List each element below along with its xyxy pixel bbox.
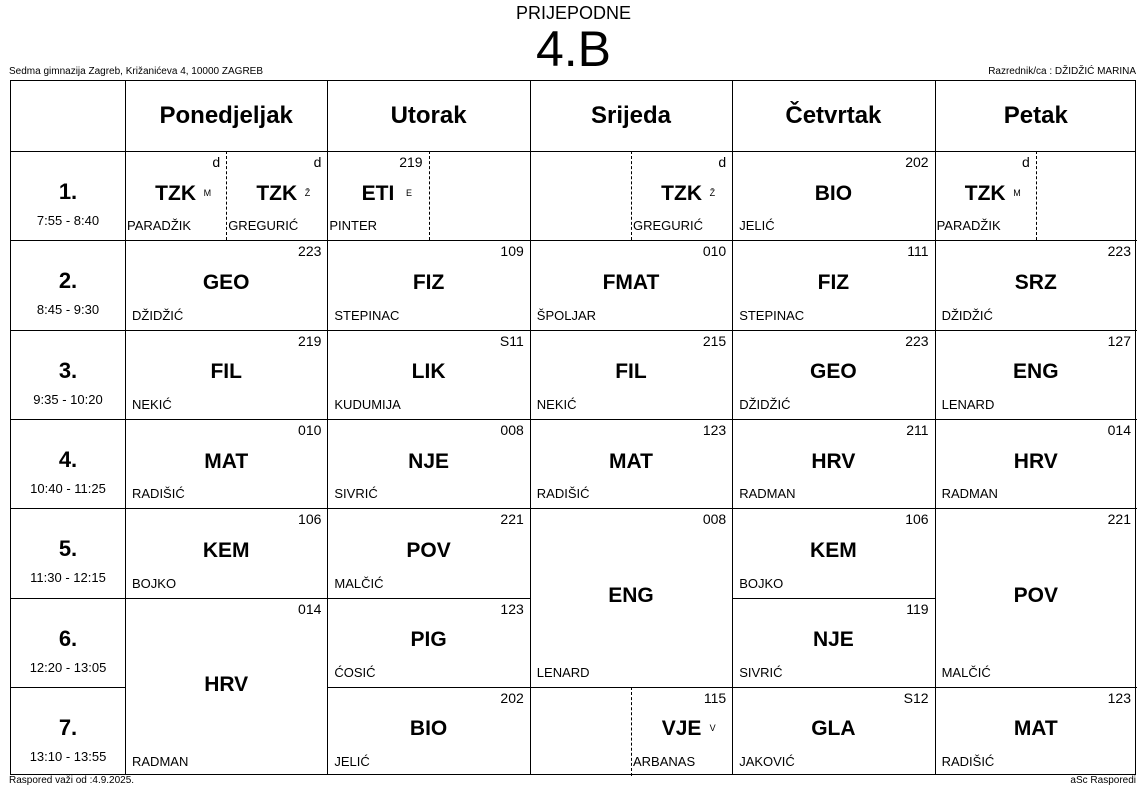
lesson-subject: BIO [814, 181, 853, 205]
grid-hline [11, 151, 1135, 152]
lesson-teacher: BOJKO [132, 575, 177, 591]
grid-hline [125, 508, 327, 509]
homeroom-teacher: Razrednik/ca : DŽIDŽIĆ MARINA [988, 66, 1136, 77]
lesson-group-flag: Ž [304, 187, 311, 198]
lesson-room: 123 [702, 421, 727, 438]
grid-hline [327, 687, 529, 688]
lesson-subject: POV [1013, 583, 1058, 607]
grid-hline [935, 687, 1137, 688]
brand-label: aSc Rasporedi [1070, 775, 1136, 786]
lesson-teacher: STEPINAC [334, 307, 400, 323]
lesson-subject: FIZ [412, 270, 445, 294]
lesson-subject: KEM [202, 538, 250, 562]
lesson-subject: NJE [408, 449, 450, 473]
lesson-subject: MAT [1013, 717, 1058, 741]
lesson-subject: FMAT [602, 270, 660, 294]
lesson-room: S12 [903, 689, 929, 706]
lesson-subject: TZK [155, 181, 196, 205]
lesson-room: S11 [499, 332, 524, 349]
grid-hline [935, 330, 1137, 331]
period-number: 1. [58, 179, 78, 204]
lesson-teacher: PINTER [329, 218, 378, 234]
lesson-room: 202 [905, 154, 929, 170]
grid-hline [530, 330, 732, 331]
lesson-room: 010 [298, 421, 322, 438]
lesson-subject: TZK [964, 181, 1006, 205]
lesson-teacher: DŽIDŽIĆ [132, 307, 184, 323]
lesson-subject: LIK [411, 360, 446, 384]
grid-hline [11, 240, 125, 241]
day-header-0: Ponedjeljak [159, 102, 293, 129]
day-header-2: Srijeda [590, 102, 672, 129]
period-number: 3. [58, 357, 78, 383]
grid-hline [935, 508, 1137, 509]
class-name: 4.B [535, 21, 612, 77]
grid-hline [732, 598, 934, 599]
period-time: 13:10 - 13:55 [29, 748, 107, 764]
lesson-room: 123 [500, 600, 524, 617]
lesson-subject: POV [406, 538, 451, 562]
period-time: 7:55 - 8:40 [36, 213, 100, 228]
split-divider [1036, 151, 1037, 240]
grid-hline [732, 240, 934, 241]
grid-hline [125, 598, 327, 599]
lesson-room: 221 [500, 511, 524, 528]
lesson-teacher: STEPINAC [739, 307, 805, 323]
period-number: 7. [58, 714, 78, 740]
grid-hline [125, 240, 327, 241]
lesson-subject: TZK [256, 181, 298, 205]
period-number: 6. [58, 625, 78, 651]
grid-hline [327, 508, 529, 509]
grid-hline [11, 598, 125, 599]
lesson-subject: SRZ [1014, 270, 1057, 294]
lesson-teacher: RADMAN [132, 754, 189, 770]
lesson-subject: HRV [204, 672, 249, 696]
lesson-teacher: DŽIDŽIĆ [941, 307, 993, 323]
lesson-subject: ENG [608, 583, 654, 607]
lesson-subject: GEO [810, 360, 857, 384]
grid-hline [125, 330, 327, 331]
lesson-room: 219 [298, 332, 322, 349]
lesson-teacher: GREGURIĆ [228, 218, 299, 234]
lesson-teacher: DŽIDŽIĆ [739, 396, 791, 412]
lesson-room: 223 [905, 332, 929, 349]
lesson-subject: FIL [210, 360, 242, 384]
timetable-grid [10, 80, 1136, 775]
lesson-room: 223 [1107, 243, 1131, 260]
grid-hline [125, 419, 327, 420]
lesson-teacher: ĆOSIĆ [334, 664, 376, 680]
lesson-teacher: JAKOVIĆ [739, 754, 795, 770]
day-header-4: Petak [1003, 102, 1068, 129]
grid-hline [530, 508, 732, 509]
lesson-room: 010 [702, 243, 727, 260]
lesson-room: 223 [298, 243, 322, 260]
grid-hline [327, 330, 529, 331]
lesson-teacher: ARBANAS [633, 754, 696, 770]
lesson-teacher: JELIĆ [739, 218, 775, 234]
lesson-room: 219 [399, 154, 423, 170]
lesson-teacher: RADMAN [941, 486, 998, 502]
grid-hline [935, 240, 1137, 241]
period-time: 8:45 - 9:30 [36, 302, 100, 318]
day-header-1: Utorak [390, 102, 467, 129]
lesson-room: 008 [500, 421, 524, 438]
period-number: 5. [58, 536, 78, 562]
lesson-teacher: NEKIĆ [132, 396, 172, 412]
lesson-teacher: MALČIĆ [941, 664, 991, 680]
lesson-teacher: NEKIĆ [536, 396, 577, 412]
lesson-room: 221 [1107, 511, 1131, 528]
lesson-subject: GEO [202, 270, 250, 294]
lesson-subject: GLA [811, 717, 856, 741]
lesson-subject: HRV [1013, 449, 1058, 473]
lesson-subject: KEM [810, 538, 857, 562]
grid-hline [11, 419, 125, 420]
lesson-room: 123 [1107, 689, 1131, 706]
grid-hline [732, 508, 934, 509]
lesson-room: 111 [907, 243, 929, 260]
lesson-teacher: BOJKO [739, 575, 784, 591]
grid-hline [732, 330, 934, 331]
lesson-teacher: RADIŠIĆ [132, 486, 185, 502]
lesson-room: 106 [905, 511, 929, 528]
lesson-room: d [1021, 154, 1030, 170]
grid-hline [935, 419, 1137, 420]
lesson-teacher: MALČIĆ [334, 575, 384, 591]
lesson-room: 119 [906, 600, 929, 617]
grid-hline [11, 687, 125, 688]
lesson-room: 115 [703, 689, 727, 706]
lesson-group-flag: M [1013, 187, 1021, 198]
valid-from: Raspored važi od :4.9.2025. [9, 775, 135, 786]
period-time: 9:35 - 10:20 [33, 391, 103, 407]
grid-hline [11, 508, 125, 509]
lesson-room: 008 [702, 511, 727, 528]
lesson-teacher: KUDUMIJA [334, 396, 401, 412]
lesson-subject: MAT [609, 449, 653, 473]
period-number: 4. [58, 446, 78, 472]
lesson-subject: FIZ [817, 270, 850, 294]
lesson-subject: TZK [661, 181, 702, 205]
school-address: Sedma gimnazija Zagreb, Križanićeva 4, 10000 ZAGREB [9, 66, 264, 77]
lesson-subject: FIL [615, 360, 647, 384]
lesson-group-flag: V [709, 723, 716, 734]
lesson-room: d [212, 154, 221, 170]
lesson-subject: ETI [361, 181, 395, 205]
lesson-teacher: ŠPOLJAR [536, 307, 597, 323]
lesson-group-flag: Ž [709, 187, 716, 198]
lesson-room: 215 [702, 332, 727, 349]
lesson-teacher: GREGURIĆ [633, 218, 704, 234]
grid-hline [530, 240, 732, 241]
lesson-teacher: PARADŽIK [127, 218, 192, 234]
lesson-teacher: PARADŽIK [936, 218, 1001, 234]
grid-hline [732, 419, 934, 420]
lesson-room: d [313, 154, 322, 170]
grid-hline [327, 240, 529, 241]
lesson-room: 127 [1107, 332, 1131, 349]
lesson-subject: BIO [409, 717, 448, 741]
day-header-3: Četvrtak [785, 102, 882, 129]
period-time: 10:40 - 11:25 [30, 480, 106, 496]
lesson-room: 014 [1107, 421, 1131, 438]
lesson-subject: MAT [204, 449, 249, 473]
lesson-room: 202 [500, 689, 524, 706]
lesson-teacher: JELIĆ [334, 754, 370, 770]
lesson-group-flag: E [406, 187, 413, 198]
lesson-teacher: RADIŠIĆ [941, 754, 995, 770]
lesson-subject: NJE [812, 628, 854, 652]
grid-hline [11, 330, 125, 331]
period-number: 2. [58, 268, 78, 294]
lesson-room: d [718, 154, 727, 170]
lesson-room: 211 [906, 421, 929, 438]
lesson-subject: ENG [1013, 360, 1059, 384]
lesson-room: 106 [298, 511, 322, 528]
lesson-subject: VJE [661, 717, 702, 741]
split-divider [429, 151, 430, 240]
period-time: 12:20 - 13:05 [29, 659, 107, 675]
lesson-teacher: SIVRIĆ [334, 486, 378, 502]
lesson-teacher: RADMAN [739, 486, 796, 502]
grid-hline [327, 598, 529, 599]
session-label: PRIJEPODNE [515, 3, 632, 23]
grid-hline [327, 419, 529, 420]
lesson-room: 014 [298, 600, 322, 617]
lesson-subject: PIG [410, 628, 447, 652]
grid-hline [530, 419, 732, 420]
lesson-teacher: LENARD [536, 664, 590, 680]
grid-hline [732, 687, 934, 688]
lesson-group-flag: M [203, 187, 212, 198]
lesson-teacher: SIVRIĆ [739, 664, 783, 680]
lesson-teacher: LENARD [941, 396, 995, 412]
lesson-room: 109 [500, 243, 524, 260]
lesson-teacher: RADIŠIĆ [536, 486, 590, 502]
period-time: 11:30 - 12:15 [30, 570, 106, 586]
lesson-subject: HRV [811, 449, 856, 473]
